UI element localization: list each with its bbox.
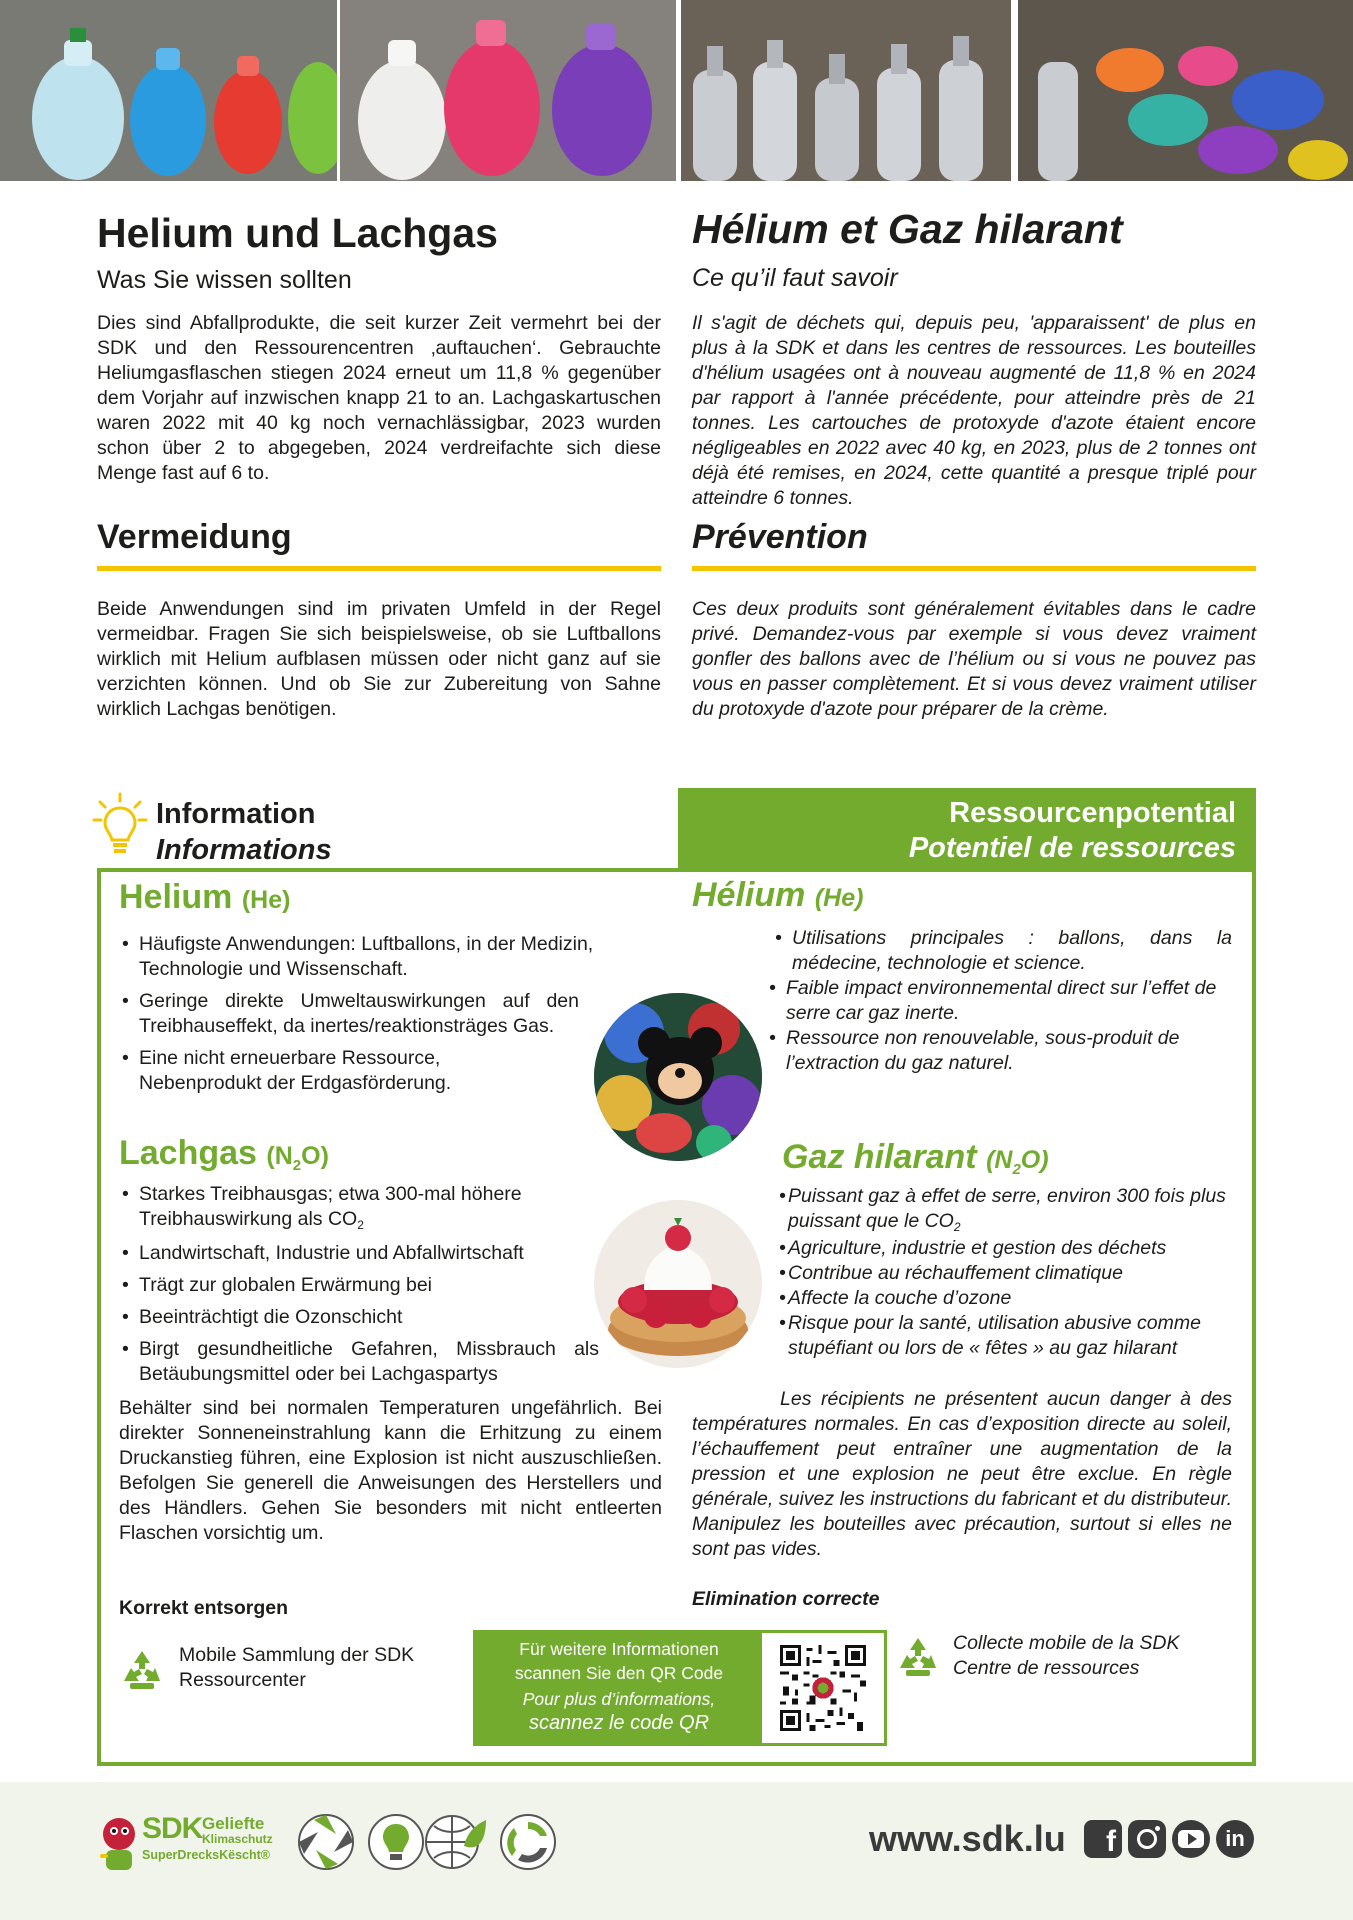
subtitle-de: Was Sie wissen sollten <box>97 266 352 294</box>
prevention-rule-fr <box>692 566 1256 571</box>
list-item: • Häufigste Anwendungen: Luftballons, in der Medizin, Technologie und Wissenschaft. <box>119 932 664 982</box>
potential-label-fr: Potentiel de ressources <box>908 832 1236 864</box>
sdk-mascot-icon <box>98 1816 140 1874</box>
disposal-title-fr: Elimination correcte <box>692 1588 880 1610</box>
sdk-logo-text: SDK <box>142 1812 203 1845</box>
list-item: • Utilisations principales : ballons, dans la médecine, technologie et science. <box>772 926 1232 976</box>
prevention-rule-de <box>97 566 661 571</box>
list-item: • Eine nicht erneuerbare Ressource, Nebenprodukt der Erdgasförderung. <box>119 1046 539 1096</box>
list-item: • Ressource non renouvelable, sous-produit de l’extraction du gaz naturel. <box>766 1026 1232 1076</box>
logo-tagline-1: Geliefte <box>202 1814 265 1833</box>
safety-text-fr: Les récipients ne présentent aucun danger à des températures normales. En cas d’exposition directe au soleil, l’échauffement peut entraîner une augmentation de la pression et une explosion ne peut être exclue. En règle générale, suivez les instructions du fabricant et du distributeur. Manipulez les bouteilles avec précaution, surtout si elles ne sont pas vides. <box>692 1388 1232 1560</box>
disposal-text-de: Mobile Sammlung der SDK Ressourcenter <box>179 1644 415 1691</box>
intro-de: Dies sind Abfallprodukte, die seit kurzer Zeit vermehrt bei der SDK und den Ressourencentren ‚auftauchen‘. Gebrauchte Heliumgasflaschen stiegen 2024 erneut um 11,8 % gegenüber dem Vorjahr auf inzwischen knapp 21 to an. Lachgaskartuschen waren 2022 mit 40 kg noch vernachlässigbar, 2023 wurden schon über 2 to abgegeben, 2024 verdreifachte sich diese Menge fast auf 6 to. <box>97 312 661 484</box>
list-item: • Beeinträchtigt die Ozonschicht <box>119 1305 599 1330</box>
helium-bottles-photo <box>0 0 337 181</box>
prevention-text-fr: Ces deux produits sont généralement évitables dans le cadre privé. Demandez-vous par exemple si vous devez vraiment gonfler des ballons avec de l’hélium ou si vous ne pouvez pas vous en passer complètement. Et si vous devez vraiment utiliser du protoxyde d'azote pour préparer de la crème. <box>692 598 1256 720</box>
helium-name-fr: Hélium <box>692 876 806 914</box>
list-item: • Geringe direkte Umweltauswirkungen auf den Treibhauseffekt, da inertes/reaktionsträges Gas. <box>119 989 579 1039</box>
logo-tagline-2: Klimaschutz <box>202 1832 273 1846</box>
helium-bullets-de <box>119 932 664 1103</box>
helium-bullets-fr <box>776 926 1232 1076</box>
resource-potential-header <box>678 788 1256 870</box>
list-item: • Affecte la couche d’ozone <box>776 1286 1236 1311</box>
intro-fr: Il s'agit de déchets qui, depuis peu, 'apparaissent' de plus en plus à la SDK et dans les centres de ressources. Les bouteilles d'hélium usagées ont à nouveau augmenté de 11,8 % en 2024 par rapport à l'année précédente, pour atteindre près de 21 tonnes. Les cartouches de protoxyde d'azote étaient encore négligeables en 2022 avec 40 kg, en 2023, plus de 2 tonnes ont déjà été remises, en 2024, cette quantité a presque triplé pour atteindre 6 tonnes. <box>692 312 1256 509</box>
list-item: • Faible impact environnemental direct sur l’effet de serre car gaz inerte. <box>766 976 1232 1026</box>
website-url[interactable]: www.sdk.lu <box>869 1818 1066 1859</box>
prevention-title-de: Vermeidung <box>97 518 292 556</box>
instagram-icon[interactable] <box>1128 1820 1166 1858</box>
recycle-circle-icon <box>498 1812 558 1872</box>
subtitle-fr: Ce qu’il faut savoir <box>692 264 898 292</box>
n2o-title-fr <box>782 1138 1049 1177</box>
nitrous-cartridges-photo <box>681 0 1011 181</box>
n2o-bullets-fr <box>776 1184 1236 1361</box>
n2o-formula-fr: $(N_2O)$ <box>986 1146 1049 1178</box>
list-item: • Agriculture, industrie et gestion des déchets <box>776 1236 1236 1261</box>
disposal-title-de: Korrekt entsorgen <box>119 1597 289 1619</box>
n2o-name-fr: Gaz hilarant <box>782 1138 977 1176</box>
qr-code[interactable] <box>762 1633 884 1743</box>
recycle-icon <box>118 1647 166 1695</box>
list-item: • Puissant gaz à effet de serre, environ 300 fois plus puissant que le $CO_2$ <box>776 1184 1236 1236</box>
n2o-title-de <box>119 1134 329 1173</box>
list-item: • Trägt zur globalen Erwärmung bei <box>119 1273 599 1298</box>
n2o-name-de: Lachgas <box>119 1134 257 1172</box>
qr-info-box[interactable] <box>473 1630 887 1746</box>
n2o-bullets-de <box>119 1182 599 1394</box>
cream-tart-image <box>594 1200 762 1368</box>
eco-bulb-icon <box>366 1812 426 1872</box>
helium-title-de <box>119 878 290 917</box>
helium-bottles-photo-2 <box>340 0 676 181</box>
footer <box>0 1782 1353 1920</box>
photo-nitrous-cartridges <box>681 0 1011 181</box>
title-de: Helium und Lachgas <box>97 210 498 256</box>
helium-name-de: Helium <box>119 878 233 916</box>
helium-formula-fr: (He) <box>814 884 864 912</box>
sdk-logo[interactable] <box>98 1812 288 1876</box>
info-label-fr: Informations <box>156 834 332 866</box>
cartridges-balloons-photo <box>1018 0 1353 181</box>
aperture-icon <box>296 1812 356 1872</box>
title-fr: Hélium et Gaz hilarant <box>692 206 1123 252</box>
list-item: • Contribue au réchauffement climatique <box>776 1261 1236 1286</box>
qr-text-de-2: scannen Sie den QR Code <box>514 1663 724 1683</box>
helium-formula-de: (He) <box>241 886 291 914</box>
youtube-icon[interactable] <box>1172 1820 1210 1858</box>
balloons-image <box>594 993 762 1161</box>
photo-helium-bottles-2 <box>340 0 676 181</box>
disposal-text-fr: Collecte mobile de la SDK Centre de ressources <box>953 1632 1180 1679</box>
lightbulb-icon <box>92 792 148 858</box>
list-item: • Risque pour la santé, utilisation abusive comme stupéfiant ou lors de « fêtes » au gaz hilarant <box>776 1311 1236 1361</box>
info-label-de: Information <box>156 798 316 830</box>
qr-text-fr-2: scannez le code QR <box>528 1712 710 1734</box>
linkedin-icon[interactable]: in <box>1216 1820 1254 1858</box>
photo-cartridges-balloons <box>1018 0 1353 181</box>
list-item: • Birgt gesundheitliche Gefahren, Missbrauch als Betäubungsmittel oder bei Lachgaspartys <box>119 1337 599 1387</box>
globe-leaf-icon <box>424 1812 488 1872</box>
logo-name: SuperDrecksKëscht® <box>142 1848 271 1862</box>
facebook-icon[interactable]: f <box>1084 1820 1122 1858</box>
helium-title-fr <box>692 876 863 915</box>
safety-text-de: Behälter sind bei normalen Temperaturen ungefährlich. Bei direkter Sonneneinstrahlung kann die Erhitzung zu einem Druckanstieg führen, eine Explosion ist nicht auszuschließen. Befolgen Sie generell die Anweisungen des Herstellers und des Händlers. Gehen Sie besonders mit nicht entleerten Flaschen vorsichtig um. <box>119 1397 662 1544</box>
list-item: • Landwirtschaft, Industrie und Abfallwirtschaft <box>119 1241 599 1266</box>
photo-helium-bottles <box>0 0 337 181</box>
prevention-title-fr: Prévention <box>692 518 868 556</box>
qr-text-de-1: Für weitere Informationen <box>519 1639 719 1659</box>
recycle-icon-fr <box>894 1634 942 1682</box>
n2o-formula-de: $(N_2O)$ <box>266 1142 329 1174</box>
prevention-text-de: Beide Anwendungen sind im privaten Umfeld in der Regel vermeidbar. Fragen Sie sich beispielsweise, ob sie Luftballons wirklich mit Helium aufblasen müssen oder nicht ganz auf sie verzichten können. Und ob Sie zur Zubereitung von Sahne wirklich Lachgas benötigen. <box>97 598 661 720</box>
potential-label-de: Ressourcenpotential <box>949 797 1236 829</box>
qr-text-fr-1: Pour plus d’informations, <box>522 1689 716 1709</box>
list-item: • Starkes Treibhausgas; etwa 300-mal höhere Treibhauswirkung als $CO_2$ <box>119 1182 599 1234</box>
